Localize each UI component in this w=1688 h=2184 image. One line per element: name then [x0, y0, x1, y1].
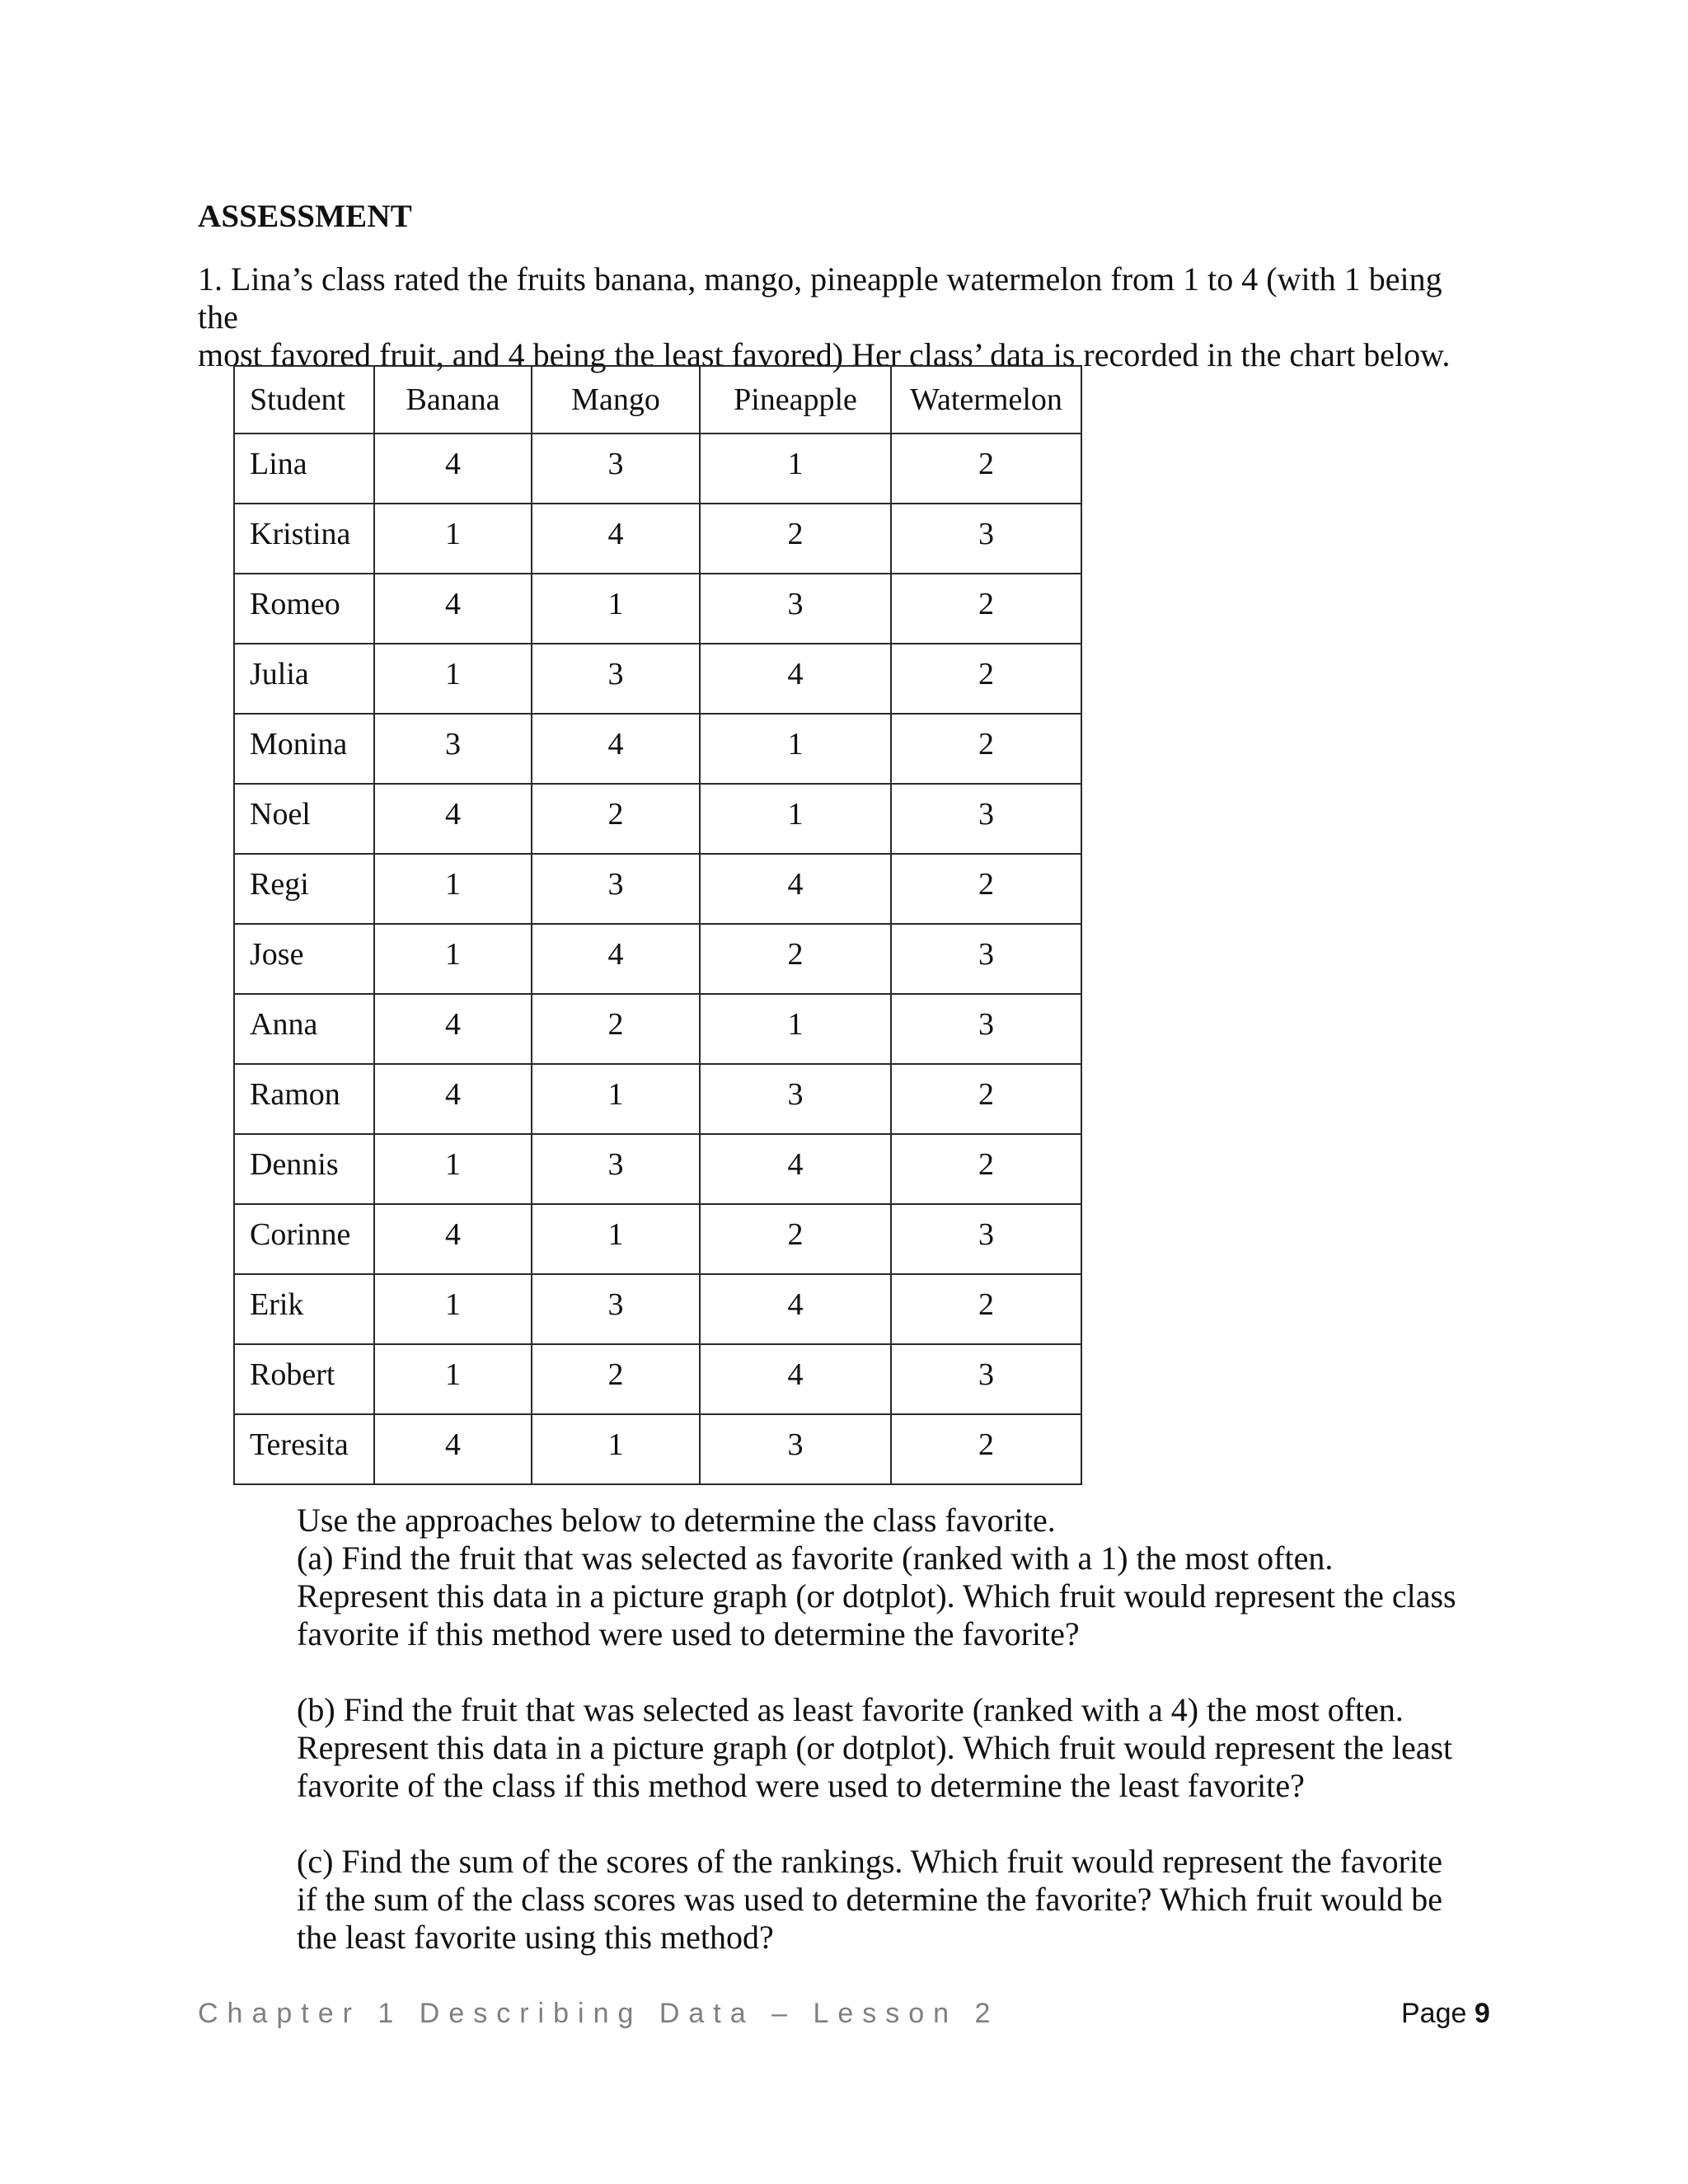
student-name-cell: Erik [234, 1274, 374, 1344]
rating-cell: 3 [700, 574, 891, 644]
rating-cell: 4 [532, 714, 700, 784]
student-name-cell: Monina [234, 714, 374, 784]
rating-cell: 4 [700, 1274, 891, 1344]
rating-cell: 1 [700, 994, 891, 1064]
rating-cell: 4 [374, 574, 532, 644]
paragraph-spacer [297, 1653, 1484, 1691]
paragraph-spacer [297, 1805, 1484, 1843]
rating-cell: 2 [700, 504, 891, 574]
student-name-cell: Romeo [234, 574, 374, 644]
rating-cell: 4 [374, 994, 532, 1064]
rating-cell: 3 [532, 854, 700, 924]
rating-cell: 3 [891, 994, 1081, 1064]
rating-cell: 1 [374, 1274, 532, 1344]
footer-chapter-title: Chapter 1 Describing Data – Lesson 2 [198, 1998, 1000, 2029]
task-c-line: the least favorite using this method? [297, 1919, 774, 1956]
student-name-cell: Regi [234, 854, 374, 924]
table-row [234, 1414, 1081, 1484]
rating-cell: 3 [891, 924, 1081, 994]
student-name-cell: Teresita [234, 1414, 374, 1484]
rating-cell: 4 [700, 1344, 891, 1414]
rating-cell: 1 [532, 1204, 700, 1274]
task-b-line: favorite of the class if this method were used to determine the least favorite? [297, 1767, 1305, 1804]
rating-cell: 3 [700, 1064, 891, 1134]
rating-cell: 4 [374, 784, 532, 854]
rating-cell: 4 [374, 1414, 532, 1484]
column-header-pineapple: Pineapple [700, 366, 891, 434]
rating-cell: 1 [374, 1344, 532, 1414]
task-c-line: if the sum of the class scores was used to determine the favorite? Which fruit would be [297, 1881, 1442, 1918]
student-name-cell: Noel [234, 784, 374, 854]
column-header-mango: Mango [532, 366, 700, 434]
rating-cell: 2 [891, 714, 1081, 784]
intro-line: most favored fruit, and 4 being the least favored) Her class’ data is recorded in the chart below. [198, 336, 1451, 373]
rating-cell: 1 [374, 854, 532, 924]
rating-cell: 4 [700, 644, 891, 714]
rating-cell: 1 [532, 574, 700, 644]
rating-cell: 3 [891, 1204, 1081, 1274]
task-b-line: (b) Find the fruit that was selected as least favorite (ranked with a 4) the most often. [297, 1691, 1404, 1728]
table-row [234, 1344, 1081, 1414]
ratings-table [233, 365, 1082, 1485]
rating-cell: 3 [891, 784, 1081, 854]
table-row [234, 574, 1081, 644]
rating-cell: 2 [891, 1134, 1081, 1204]
task-b-line: Represent this data in a picture graph (or dotplot). Which fruit would represent the least [297, 1729, 1453, 1766]
rating-cell: 4 [374, 1204, 532, 1274]
table-row [234, 1064, 1081, 1134]
rating-cell: 3 [374, 714, 532, 784]
rating-cell: 3 [891, 504, 1081, 574]
section-heading: ASSESSMENT [198, 199, 412, 234]
rating-cell: 3 [532, 434, 700, 504]
table-row [234, 924, 1081, 994]
rating-cell: 3 [532, 1274, 700, 1344]
rating-cell: 1 [374, 504, 532, 574]
rating-cell: 3 [700, 1414, 891, 1484]
rating-cell: 4 [374, 434, 532, 504]
table-row [234, 854, 1081, 924]
student-name-cell: Jose [234, 924, 374, 994]
rating-cell: 2 [891, 434, 1081, 504]
task-a-line: Represent this data in a picture graph (or dotplot). Which fruit would represent the class [297, 1577, 1456, 1615]
column-header-banana: Banana [374, 366, 532, 434]
table-row [234, 1204, 1081, 1274]
page-number: 9 [1474, 1998, 1490, 2029]
rating-cell: 2 [891, 644, 1081, 714]
column-header-watermelon: Watermelon [891, 366, 1081, 434]
rating-cell: 1 [700, 714, 891, 784]
table-row [234, 1274, 1081, 1344]
table-row [234, 994, 1081, 1064]
student-name-cell: Kristina [234, 504, 374, 574]
student-name-cell: Corinne [234, 1204, 374, 1274]
rating-cell: 3 [532, 644, 700, 714]
rating-cell: 2 [891, 1414, 1081, 1484]
rating-cell: 2 [891, 854, 1081, 924]
intro-line: 1. Lina’s class rated the fruits banana, mango, pineapple watermelon from 1 to 4 (with 1 being the [198, 260, 1442, 335]
rating-cell: 1 [374, 1134, 532, 1204]
rating-cell: 3 [891, 1344, 1081, 1414]
table-row [234, 644, 1081, 714]
table-row [234, 1134, 1081, 1204]
rating-cell: 2 [532, 784, 700, 854]
rating-cell: 4 [532, 924, 700, 994]
task-instructions [297, 1502, 1484, 1957]
rating-cell: 2 [891, 1274, 1081, 1344]
student-name-cell: Anna [234, 994, 374, 1064]
rating-cell: 2 [532, 1344, 700, 1414]
rating-cell: 2 [700, 924, 891, 994]
rating-cell: 1 [532, 1414, 700, 1484]
student-name-cell: Lina [234, 434, 374, 504]
footer-page-number [1401, 1998, 1490, 2030]
student-name-cell: Dennis [234, 1134, 374, 1204]
rating-cell: 3 [532, 1134, 700, 1204]
rating-cell: 1 [532, 1064, 700, 1134]
rating-cell: 1 [374, 924, 532, 994]
task-c-line: (c) Find the sum of the scores of the rankings. Which fruit would represent the favorite [297, 1843, 1442, 1880]
rating-cell: 1 [700, 784, 891, 854]
rating-cell: 4 [700, 1134, 891, 1204]
column-header-student: Student [234, 366, 374, 434]
student-name-cell: Ramon [234, 1064, 374, 1134]
rating-cell: 1 [374, 644, 532, 714]
rating-cell: 4 [700, 854, 891, 924]
table-row [234, 784, 1081, 854]
page-label: Page [1401, 1998, 1467, 2029]
student-name-cell: Robert [234, 1344, 374, 1414]
table-header-row [234, 366, 1081, 434]
task-a-line: (a) Find the fruit that was selected as favorite (ranked with a 1) the most often. [297, 1540, 1334, 1577]
question-intro [198, 260, 1484, 374]
rating-cell: 2 [532, 994, 700, 1064]
task-intro: Use the approaches below to determine the class favorite. [297, 1502, 1056, 1539]
rating-cell: 4 [532, 504, 700, 574]
rating-cell: 4 [374, 1064, 532, 1134]
table-row [234, 714, 1081, 784]
rating-cell: 2 [891, 574, 1081, 644]
table-row [234, 434, 1081, 504]
rating-cell: 1 [700, 434, 891, 504]
student-name-cell: Julia [234, 644, 374, 714]
rating-cell: 2 [891, 1064, 1081, 1134]
table-row [234, 504, 1081, 574]
task-a-line: favorite if this method were used to determine the favorite? [297, 1615, 1080, 1652]
rating-cell: 2 [700, 1204, 891, 1274]
